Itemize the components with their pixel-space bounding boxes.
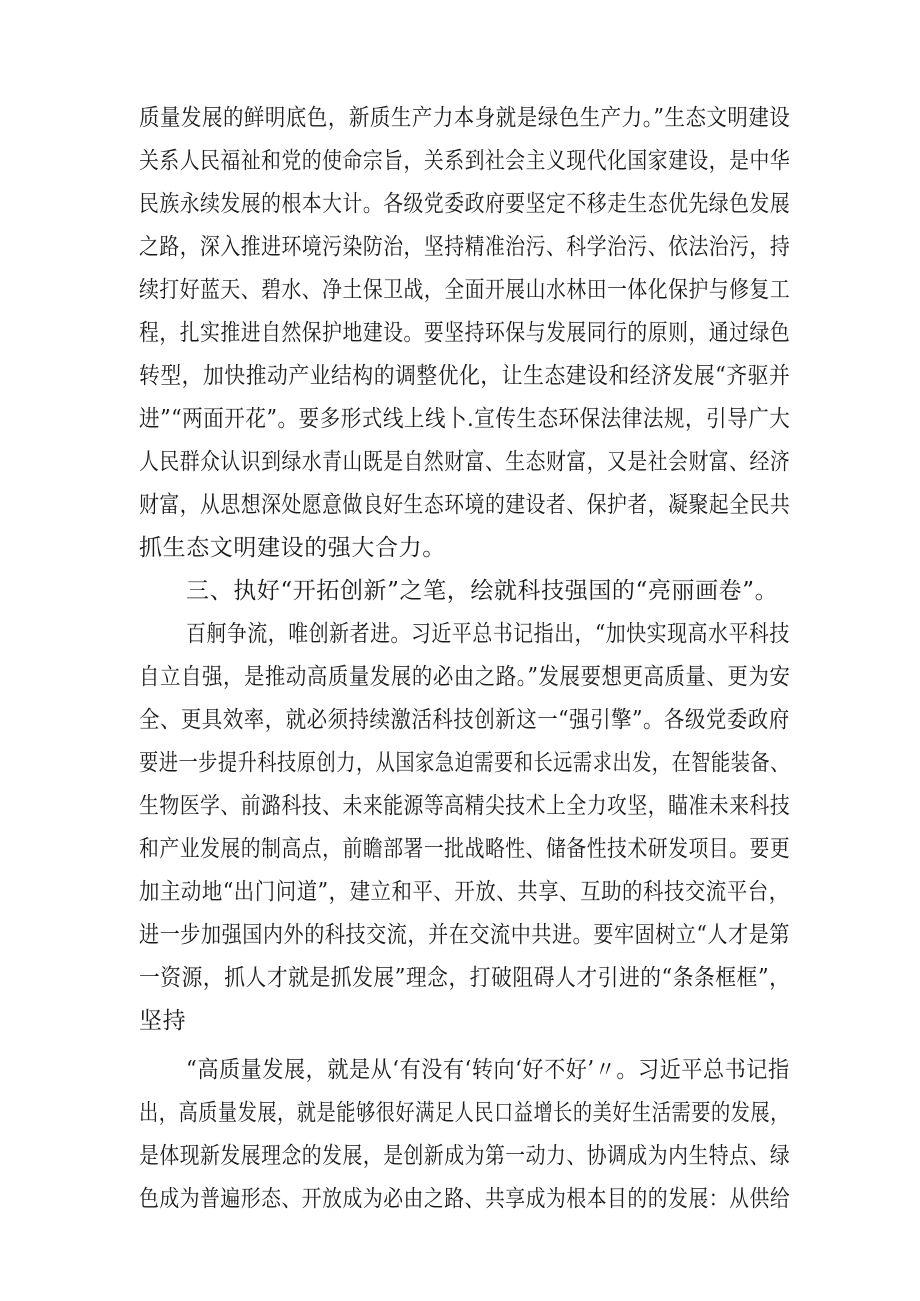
text-line: 关系人民福祉和党的使命宗旨，关系到社会主义现代化国家建设，是中华 bbox=[139, 148, 791, 174]
text-line: 要进一步提升科技原创力，从国家急迫需要和长远需求出发，在智能装备、 bbox=[139, 750, 790, 776]
text-line: 和产业发展的制高点，前瞻部署一批战略性、储备性技术研发项目。要更 bbox=[139, 836, 791, 862]
text-line: 人民群众认识到绿水青山既是自然财富、生态财富，又是社会财富、经济 bbox=[139, 449, 791, 475]
text-line: “高质量发展，就是从‘有没有‘转向‘好不好’〃。习近平总书记指 bbox=[186, 1057, 790, 1083]
text-line: 民族永续发展的根本大计。各级党委政府要坚定不移走生态优先绿色发展 bbox=[139, 191, 791, 217]
text-line: 进一步加强国内外的科技交流，并在交流中共进。要牢固树立“人才是第 bbox=[139, 922, 790, 948]
text-line: 一资源，抓人才就是抓发展”理念，打破阻碍人才引进的“条条框框”， bbox=[139, 965, 791, 991]
text-line: 是体现新发展理念的发展，是创新成为第一动力、协调成为内生特点、绿 bbox=[139, 1143, 791, 1169]
text-line: 抓生态文明建设的强大合力。 bbox=[139, 535, 446, 561]
text-line: 财富，从思想深处愿意做良好生态环境的建设者、保护者，凝聚起全民共 bbox=[139, 492, 791, 518]
text-line: 全、更具效率，就必须持续激活科技创新这一“强引擎”。各级党委政府 bbox=[139, 707, 790, 733]
text-line: 续打好蓝天、碧水、净土保卫战，全面开展山水林田一体化保护与修复工 bbox=[139, 277, 791, 303]
text-line: 转型，加快推动产业结构的调整优化，让生态建设和经济发展“齐驱并 bbox=[139, 363, 791, 389]
text-line: 出，高质量发展，就是能够很好满足人民口益增长的美好生活需要的发展， bbox=[139, 1100, 790, 1126]
text-line: 生物医学、前潞科技、未来能源等高精尖技术上全力攻坚，瞄准未来科技 bbox=[139, 793, 791, 819]
text-line: 自立自强，是推动高质量发展的必由之路。”发展要想更高质量、更为安 bbox=[139, 664, 791, 690]
text-line: 之路，深入推进环境污染防治，坚持精准治污、科学治污、依法治污，持 bbox=[139, 234, 791, 260]
text-line: 质量发展的鲜明底色，新质生产力本身就是绿色生产力。”生态文明建设 bbox=[139, 105, 791, 131]
text-line: 程，扎实推进自然保护地建设。要坚持环保与发展同行的原则，通过绿色 bbox=[139, 320, 791, 346]
text-line: 坚持 bbox=[139, 1008, 187, 1034]
text-line: 进”“两面开花”。要多形式线上线卜.宣传生态环保法律法规，引导广大 bbox=[139, 406, 791, 432]
text-line: 色成为普遍形态、开放成为必由之路、共享成为根本目的的发展：从供给 bbox=[139, 1186, 791, 1212]
text-line: 百舸争流，唯创新者进。习近平总书记指出，“加快实现高水平科技 bbox=[186, 621, 790, 647]
section-heading: 三、执好“开拓创新”之笔，绘就科技强国的“亮丽画卷”。 bbox=[186, 578, 779, 604]
text-line: 加主动地“出门问道”，建立和平、开放、共享、互助的科技交流平台， bbox=[139, 879, 790, 905]
